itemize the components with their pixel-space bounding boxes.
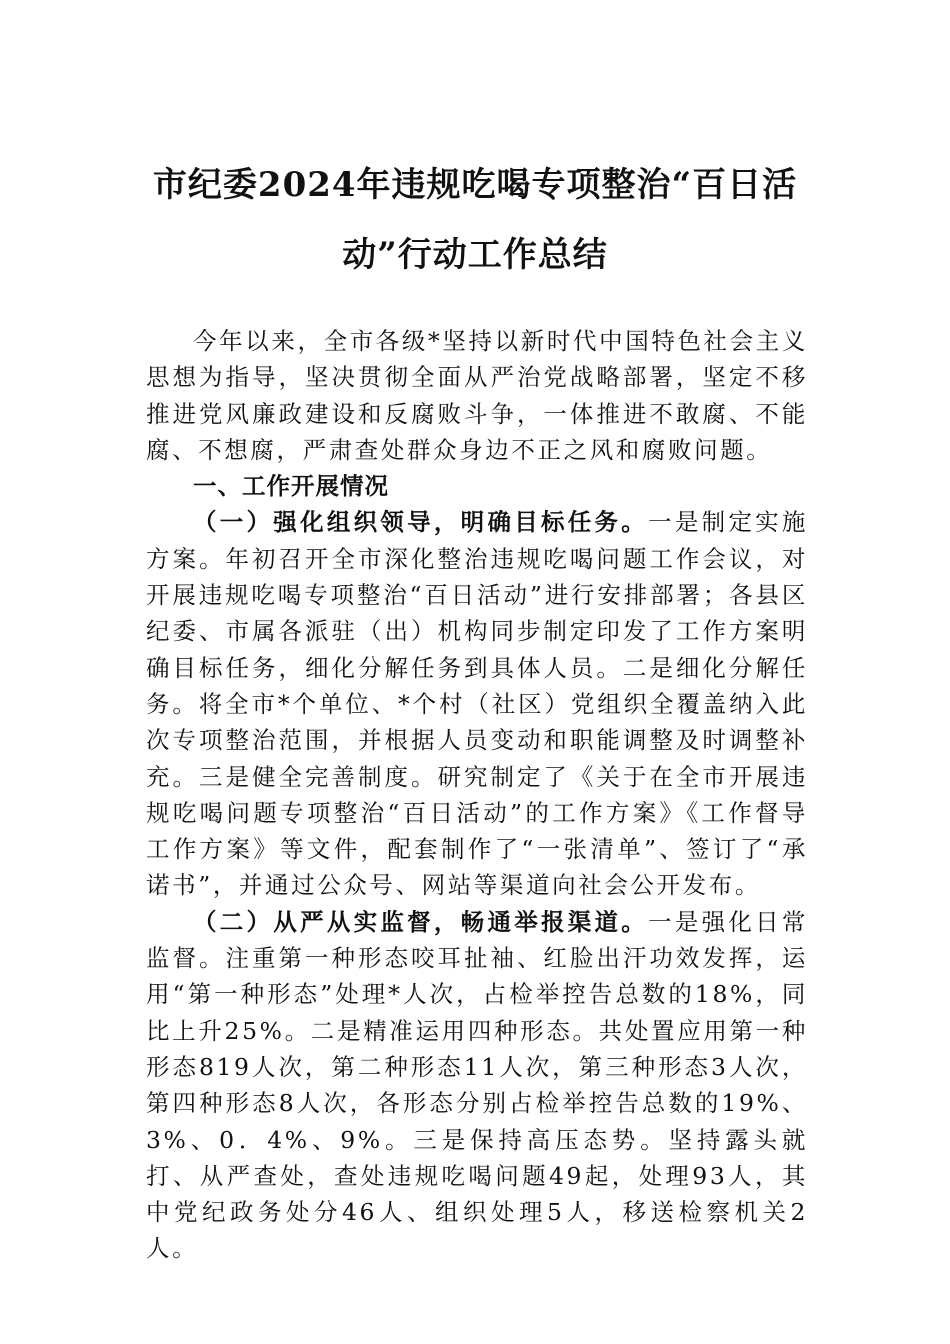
title-line-2: 动”行动工作总结 bbox=[342, 235, 608, 275]
subsection-2-paragraph bbox=[146, 904, 808, 1267]
intro-paragraph: 今年以来，全市各级*坚持以新时代中国特色社会主义思想为指导，坚决贯彻全面从严治党战略部署，坚定不移推进党风廉政建设和反腐败斗争，一体推进不敢腐、不能腐、不想腐，严肃查处群众身边不正之风和腐败问题。 bbox=[146, 327, 808, 464]
title-line-1: 市纪委2024年违规吃喝专项整治“百日活 bbox=[152, 165, 798, 205]
subsection-1-heading: （一）强化组织领导，明确目标任务。 bbox=[193, 508, 649, 537]
subsection-1-paragraph bbox=[146, 504, 808, 903]
document-body bbox=[146, 323, 808, 1267]
subsection-2-body: 一是强化日常监督。注重第一种形态咬耳扯袖、红脸出汗功效发挥，运用“第一种形态”处理*人次，占检举控告总数的18%，同比上升25%。二是精准运用四种形态。共处置应用第一种形态819人次，第二种形态11人次，第三种形态3人次，第四种形态8人次，各形态分别占检举控告总数的19%、3%、0．4%、9%。三是保持高压态势。坚持露头就打、从严查处，查处违规吃喝问题49起，处理93人，其中党纪政务处分46人、组织处理5人，移送检察机关2人。 bbox=[146, 907, 809, 1263]
section-heading: 一、工作开展情况 bbox=[193, 472, 389, 501]
document-title bbox=[140, 150, 810, 290]
subsection-1-body: 一是制定实施方案。年初召开全市深化整治违规吃喝问题工作会议，对开展违规吃喝专项整治“百日活动”进行安排部署；各县区纪委、市属各派驻（出）机构同步制定印发了工作方案明确目标任务，细化分解任务到具体人员。二是细化分解任务。将全市*个单位、*个村（社区）党组织全覆盖纳入此次专项整治范围，并根据人员变动和职能调整及时调整补充。三是健全完善制度。研究制定了《关于在全市开展违规吃喝问题专项整治“百日活动”的工作方案》《工作督导工作方案》等文件，配套制作了“一张清单”、签订了“承诺书”，并通过公众号、网站等渠道向社会公开发布。 bbox=[146, 508, 809, 900]
subsection-2-heading: （二）从严从实监督，畅通举报渠道。 bbox=[193, 907, 649, 936]
